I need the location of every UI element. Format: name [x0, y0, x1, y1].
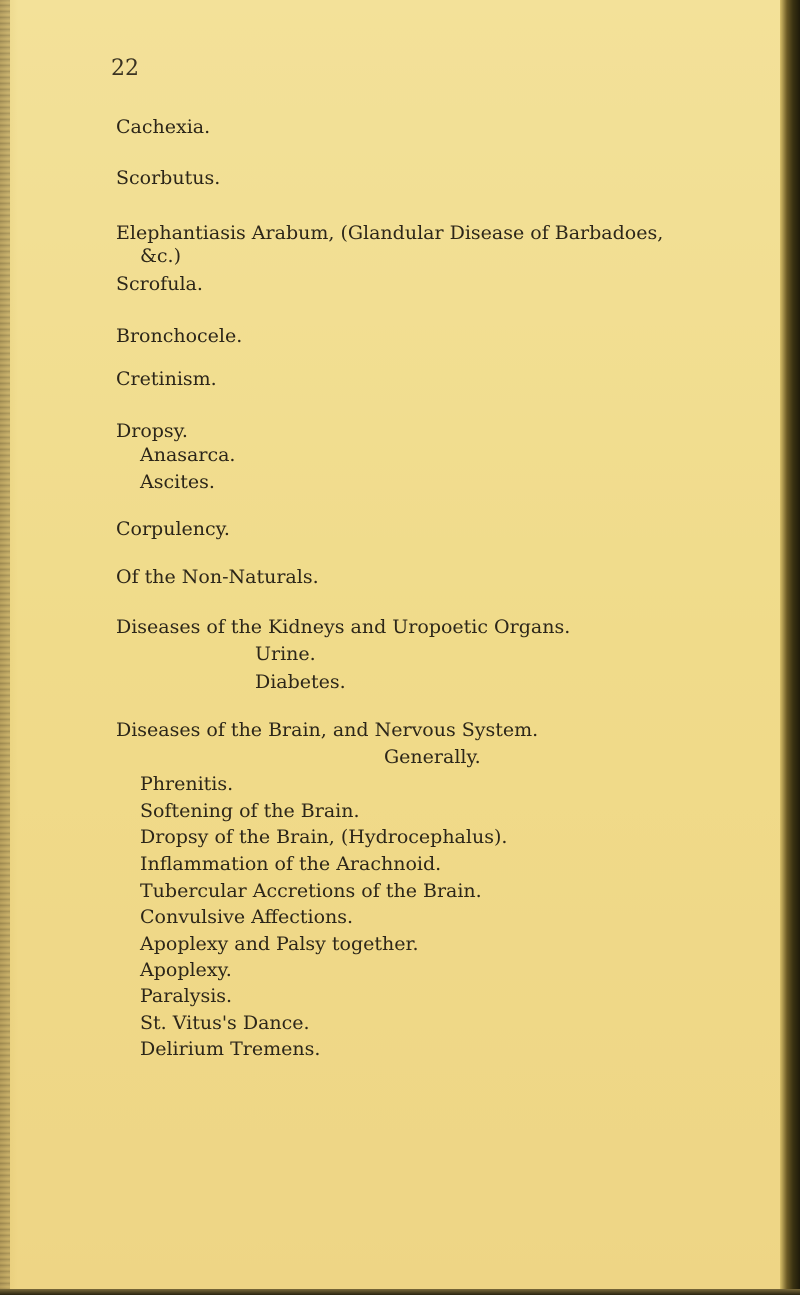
entry-anasarca: Anasarca.: [140, 444, 236, 466]
binding-shadow: [0, 0, 10, 1295]
entry-elephantiasis-cont: &c.): [140, 245, 182, 267]
entry-urine: Urine.: [255, 643, 316, 665]
entry-cretinism: Cretinism.: [116, 368, 217, 390]
page-number: 22: [111, 56, 139, 81]
entry-dropsy: Dropsy.: [116, 420, 188, 442]
entry-delirium: Delirium Tremens.: [140, 1038, 321, 1060]
page-edge-right: [780, 0, 800, 1295]
entry-scorbutus: Scorbutus.: [116, 167, 221, 189]
entry-scrofula: Scrofula.: [116, 273, 203, 295]
entry-st-vitus: St. Vitus's Dance.: [140, 1012, 310, 1034]
entry-diabetes: Diabetes.: [255, 671, 346, 693]
entry-tubercular: Tubercular Accretions of the Brain.: [140, 880, 482, 902]
entry-non-naturals: Of the Non-Naturals.: [116, 566, 319, 588]
entry-bronchocele: Bronchocele.: [116, 325, 243, 347]
entry-cachexia: Cachexia.: [116, 116, 211, 138]
entry-elephantiasis: Elephantiasis Arabum, (Glandular Disease of Barbadoes,: [116, 222, 664, 244]
entry-softening-brain: Softening of the Brain.: [140, 800, 360, 822]
entry-ascites: Ascites.: [140, 471, 215, 493]
entry-convulsive: Convulsive Affections.: [140, 906, 354, 928]
entry-apoplexy-palsy: Apoplexy and Palsy together.: [140, 933, 419, 955]
entry-generally: Generally.: [384, 746, 481, 768]
entry-dropsy-brain: Dropsy of the Brain, (Hydrocephalus).: [140, 826, 508, 848]
entry-paralysis: Paralysis.: [140, 985, 233, 1007]
entry-arachnoid: Inflammation of the Arachnoid.: [140, 853, 442, 875]
entry-corpulency: Corpulency.: [116, 518, 230, 540]
entry-brain-nervous: Diseases of the Brain, and Nervous System.: [116, 719, 539, 741]
entry-kidneys: Diseases of the Kidneys and Uropoetic Organs.: [116, 616, 571, 638]
entry-phrenitis: Phrenitis.: [140, 773, 234, 795]
entry-apoplexy: Apoplexy.: [140, 959, 232, 981]
page-edge-bottom: [0, 1289, 800, 1295]
